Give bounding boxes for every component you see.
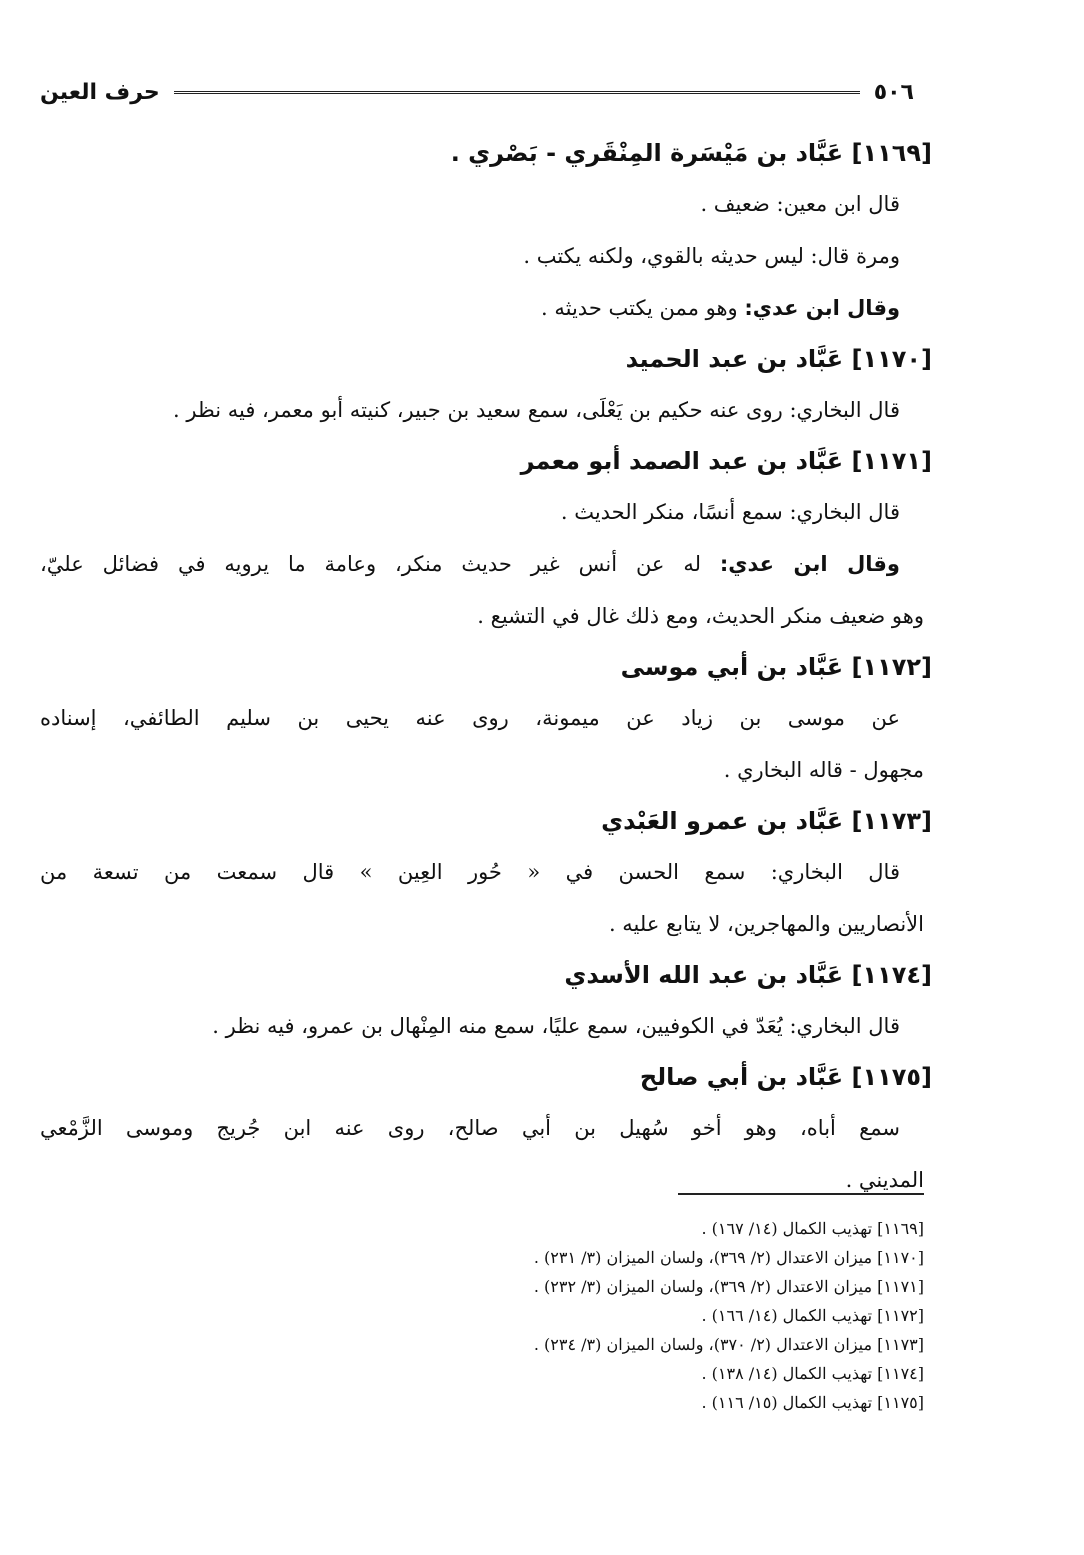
- paragraph-continuation: الأنصاريين والمهاجرين، لا يتابع عليه .: [608, 912, 924, 936]
- paragraph-first-line: [40, 538, 924, 590]
- paragraph-continuation: المديني .: [845, 1168, 924, 1192]
- footnote: [١١٧٣] ميزان الاعتدال (٢/ ٣٧٠)، ولسان الميزان (٣/ ٢٣٤) .: [533, 1335, 924, 1354]
- page-number: ٥٠٦: [873, 79, 914, 105]
- paragraph-text: وهو ممن يكتب حديثه .: [541, 296, 745, 320]
- entry-title: [١١٧٢] عَبَّاد بن أبي موسى: [620, 653, 932, 681]
- running-header: [40, 70, 914, 114]
- paragraph-text: قال البخاري: روى عنه حكيم بن يَعْلَى، سمع سعيد بن جبير، كنيته أبو معمر، فيه نظر .: [173, 398, 900, 422]
- entry-paragraph: [40, 230, 924, 282]
- paragraph-text: قال البخاري: يُعَدّ في الكوفيين، سمع عليًا، سمع منه المِنْهال بن عمرو، فيه نظر .: [212, 1014, 900, 1038]
- footnote: [١١٧٤] تهذيب الكمال (١٤/ ١٣٨) .: [701, 1364, 924, 1383]
- paragraph-first-line: عن موسى بن زياد عن ميمونة، روى عنه يحيى بن سليم الطائفي، إسناده: [40, 706, 900, 730]
- entry-title: [١١٧٥] عَبَّاد بن أبي صالح: [639, 1063, 932, 1091]
- paragraph-lead: وقال ابن عدي:: [744, 296, 900, 320]
- entry-paragraph: [40, 486, 924, 538]
- entry-paragraph: [40, 846, 924, 950]
- paragraph-lead: وقال ابن عدي:: [719, 552, 900, 576]
- entry-paragraph: [40, 178, 924, 230]
- paragraph-continuation: مجهول - قاله البخاري .: [723, 758, 924, 782]
- paragraph-first-line: قال البخاري: سمع الحسن في « حُور العِين » قال سمعت من تسعة من: [40, 860, 900, 884]
- footnotes: [200, 1214, 924, 1417]
- footnote-separator: [678, 1193, 924, 1195]
- entry-title: [١١٦٩] عَبَّاد بن مَيْسَرة المِنْقَري - بَصْري .: [450, 139, 932, 167]
- footnote: [١١٧١] ميزان الاعتدال (٢/ ٣٦٩)، ولسان الميزان (٣/ ٢٣٢) .: [533, 1277, 924, 1296]
- paragraph-text: قال البخاري: سمع أنسًا، منكر الحديث .: [560, 500, 900, 524]
- paragraph-text: له عن أنس غير حديث منكر، وعامة ما يرويه في فضائل عليّ،: [40, 552, 720, 576]
- footnote: [١١٧٥] تهذيب الكمال (١٥/ ١١٦) .: [701, 1393, 924, 1412]
- footnote: [١١٧٢] تهذيب الكمال (١٤/ ١٦٦) .: [701, 1306, 924, 1325]
- paragraph-text: ومرة قال: ليس حديثه بالقوي، ولكنه يكتب .: [523, 244, 900, 268]
- entry-title: [١١٧٣] عَبَّاد بن عمرو العَبْدي: [601, 807, 932, 835]
- entry-paragraph: [40, 282, 924, 334]
- paragraph-continuation: وهو ضعيف منكر الحديث، ومع ذلك غال في التشيع .: [477, 604, 924, 628]
- paragraph-text: قال ابن معين: ضعيف .: [700, 192, 900, 216]
- entry-paragraph: [40, 1000, 924, 1052]
- entry-paragraph: [40, 538, 924, 642]
- main-text: [40, 128, 932, 1206]
- paragraph-first-line: سمع أباه، وهو أخو سُهيل بن أبي صالح، روى عنه ابن جُريج وموسى الزَّمْعي: [40, 1116, 900, 1140]
- entry-title: [١١٧٤] عَبَّاد بن عبد الله الأسدي: [564, 961, 932, 989]
- entry-paragraph: [40, 384, 924, 436]
- header-rule: [174, 91, 860, 94]
- entry-title: [١١٧١] عَبَّاد بن عبد الصمد أبو معمر: [520, 447, 932, 475]
- entry-paragraph: [40, 1102, 924, 1206]
- entry-paragraph: [40, 692, 924, 796]
- footnote: [١١٦٩] تهذيب الكمال (١٤/ ١٦٧) .: [701, 1219, 924, 1238]
- footnote: [١١٧٠] ميزان الاعتدال (٢/ ٣٦٩)، ولسان الميزان (٣/ ٢٣١) .: [533, 1248, 924, 1267]
- entry-title: [١١٧٠] عَبَّاد بن عبد الحميد: [625, 345, 932, 373]
- chapter-title: حرف العين: [40, 79, 160, 105]
